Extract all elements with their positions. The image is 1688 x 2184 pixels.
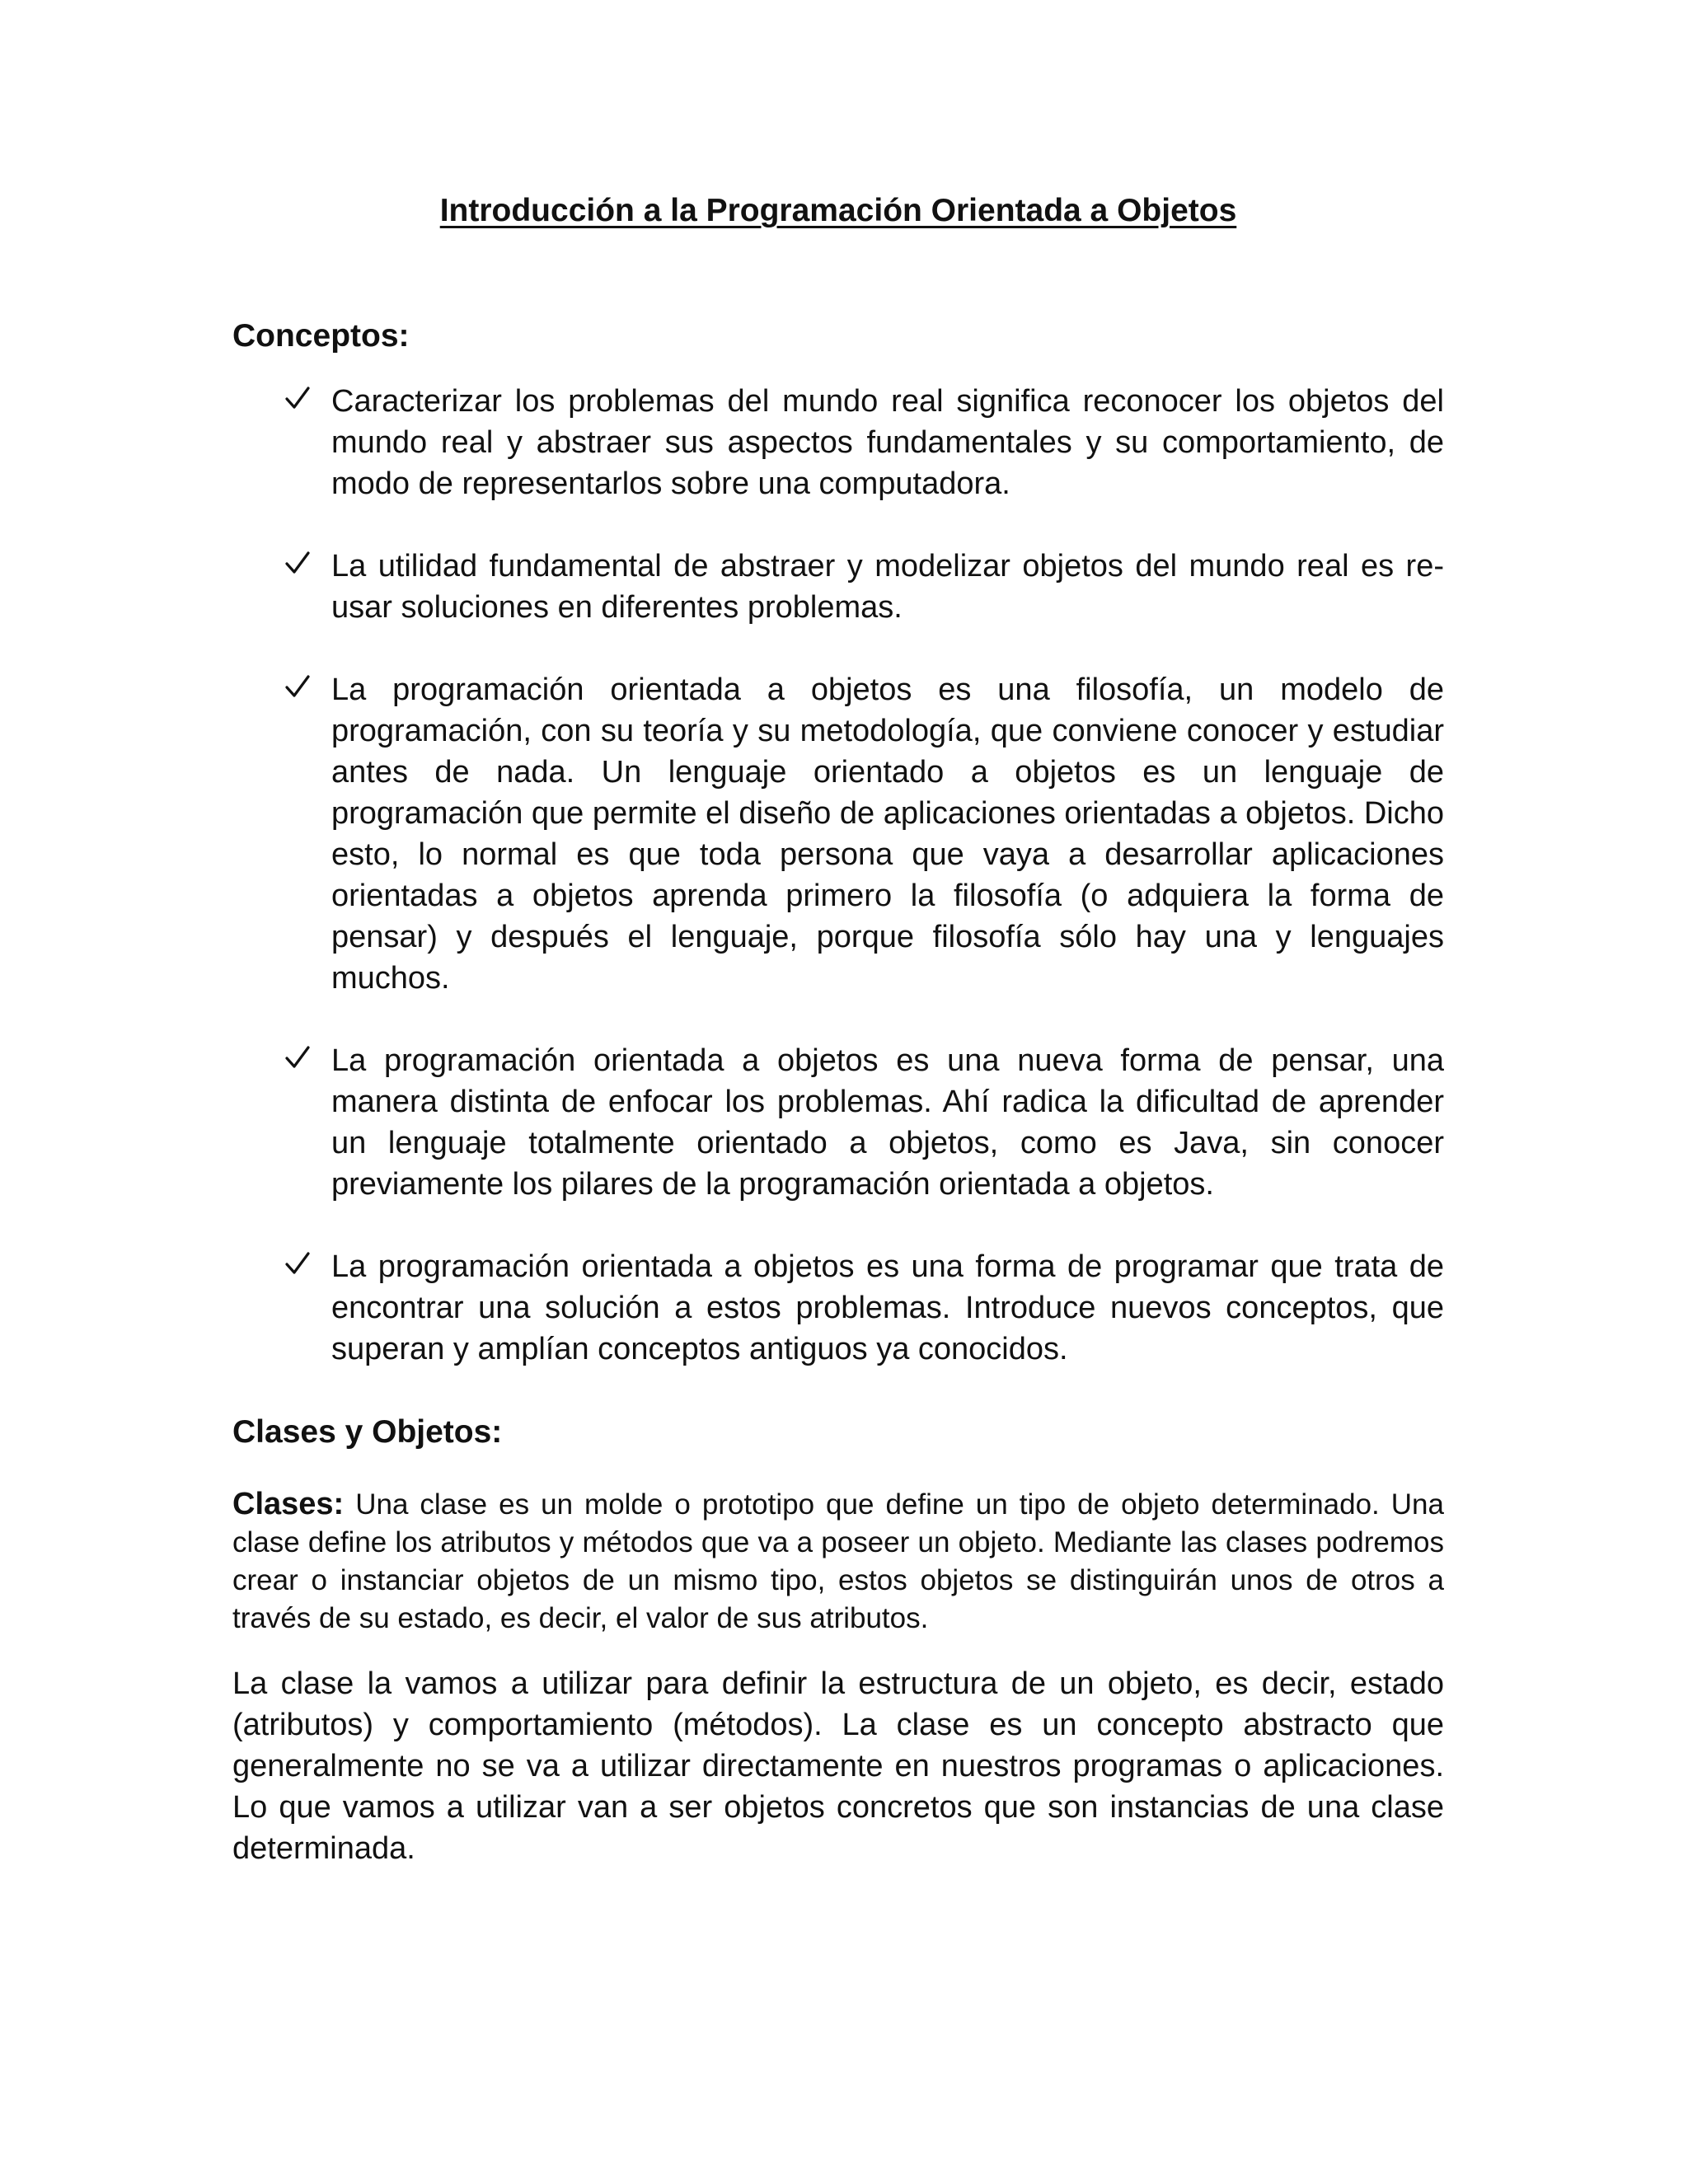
concept-text: La utilidad fundamental de abstraer y modelizar objetos del mundo real es re-usar soluciones en diferentes problemas.: [331, 549, 1444, 625]
classes-objects-heading: Clases y Objetos:: [232, 1414, 503, 1450]
document-title: Introducción a la Programación Orientada a Objetos: [439, 193, 1237, 228]
classes-definition-paragraph: [232, 1485, 1444, 1638]
concept-item: [232, 669, 1444, 999]
check-icon: [284, 549, 312, 577]
check-icon: [284, 384, 312, 412]
concept-text: La programación orientada a objetos es una nueva forma de pensar, una manera distinta de enfocar los problemas. Ahí radica la dificultad de aprender un lenguaje totalmente orientado a objetos, como es Java, sin conocer previamente los pilares de la programación orientada a objetos.: [331, 1043, 1444, 1202]
class-structure-paragraph: La clase la vamos a utilizar para definir la estructura de un objeto, es decir, estado (atributos) y comportamiento (métodos). La clase es un concepto abstracto que generalmente no se va a utilizar directamente en nuestros programas o aplicaciones. Lo que vamos a utilizar van a ser objetos concretos que son instancias de una clase determinada.: [232, 1666, 1444, 1866]
check-icon: [284, 1249, 312, 1277]
concepts-heading: Conceptos:: [232, 318, 410, 354]
concept-item: [232, 546, 1444, 628]
concept-text: La programación orientada a objetos es una filosofía, un modelo de programación, con su teoría y su metodología, que conviene conocer y estudiar antes de nada. Un lenguaje orientado a objetos es un lenguaje de programación que permite el diseño de aplicaciones orientadas a objetos. Dicho esto, lo normal es que toda persona que vaya a desarrollar aplicaciones orientadas a objetos aprenda primero la filosofía (o adquiera la forma de pensar) y después el lenguaje, porque filosofía sólo hay una y lenguajes muchos.: [331, 673, 1444, 996]
concept-text: Caracterizar los problemas del mundo real significa reconocer los objetos del mundo real y abstraer sus aspectos fundamentales y su comportamiento, de modo de representarlos sobre una computadora.: [331, 384, 1444, 501]
concept-text: La programación orientada a objetos es una forma de programar que trata de encontrar una solución a estos problemas. Introduce nuevos conceptos, que superan y amplían conceptos antiguos ya conocidos.: [331, 1249, 1444, 1366]
concept-item: [232, 381, 1444, 504]
check-icon: [284, 1043, 312, 1071]
concept-item: [232, 1246, 1444, 1370]
concept-item: [232, 1040, 1444, 1205]
classes-definition-text: Una clase es un molde o prototipo que define un tipo de objeto determinado. Una clase define los atributos y métodos que va a poseer un objeto. Mediante las clases podremos crear o instanciar objetos de un mismo tipo, estos objetos se distinguirán unos de otros a través de su estado, es decir, el valor de sus atributos.: [232, 1488, 1444, 1634]
classes-lead: Clases:: [232, 1487, 345, 1521]
check-icon: [284, 673, 312, 701]
concepts-list: [232, 381, 1444, 1411]
